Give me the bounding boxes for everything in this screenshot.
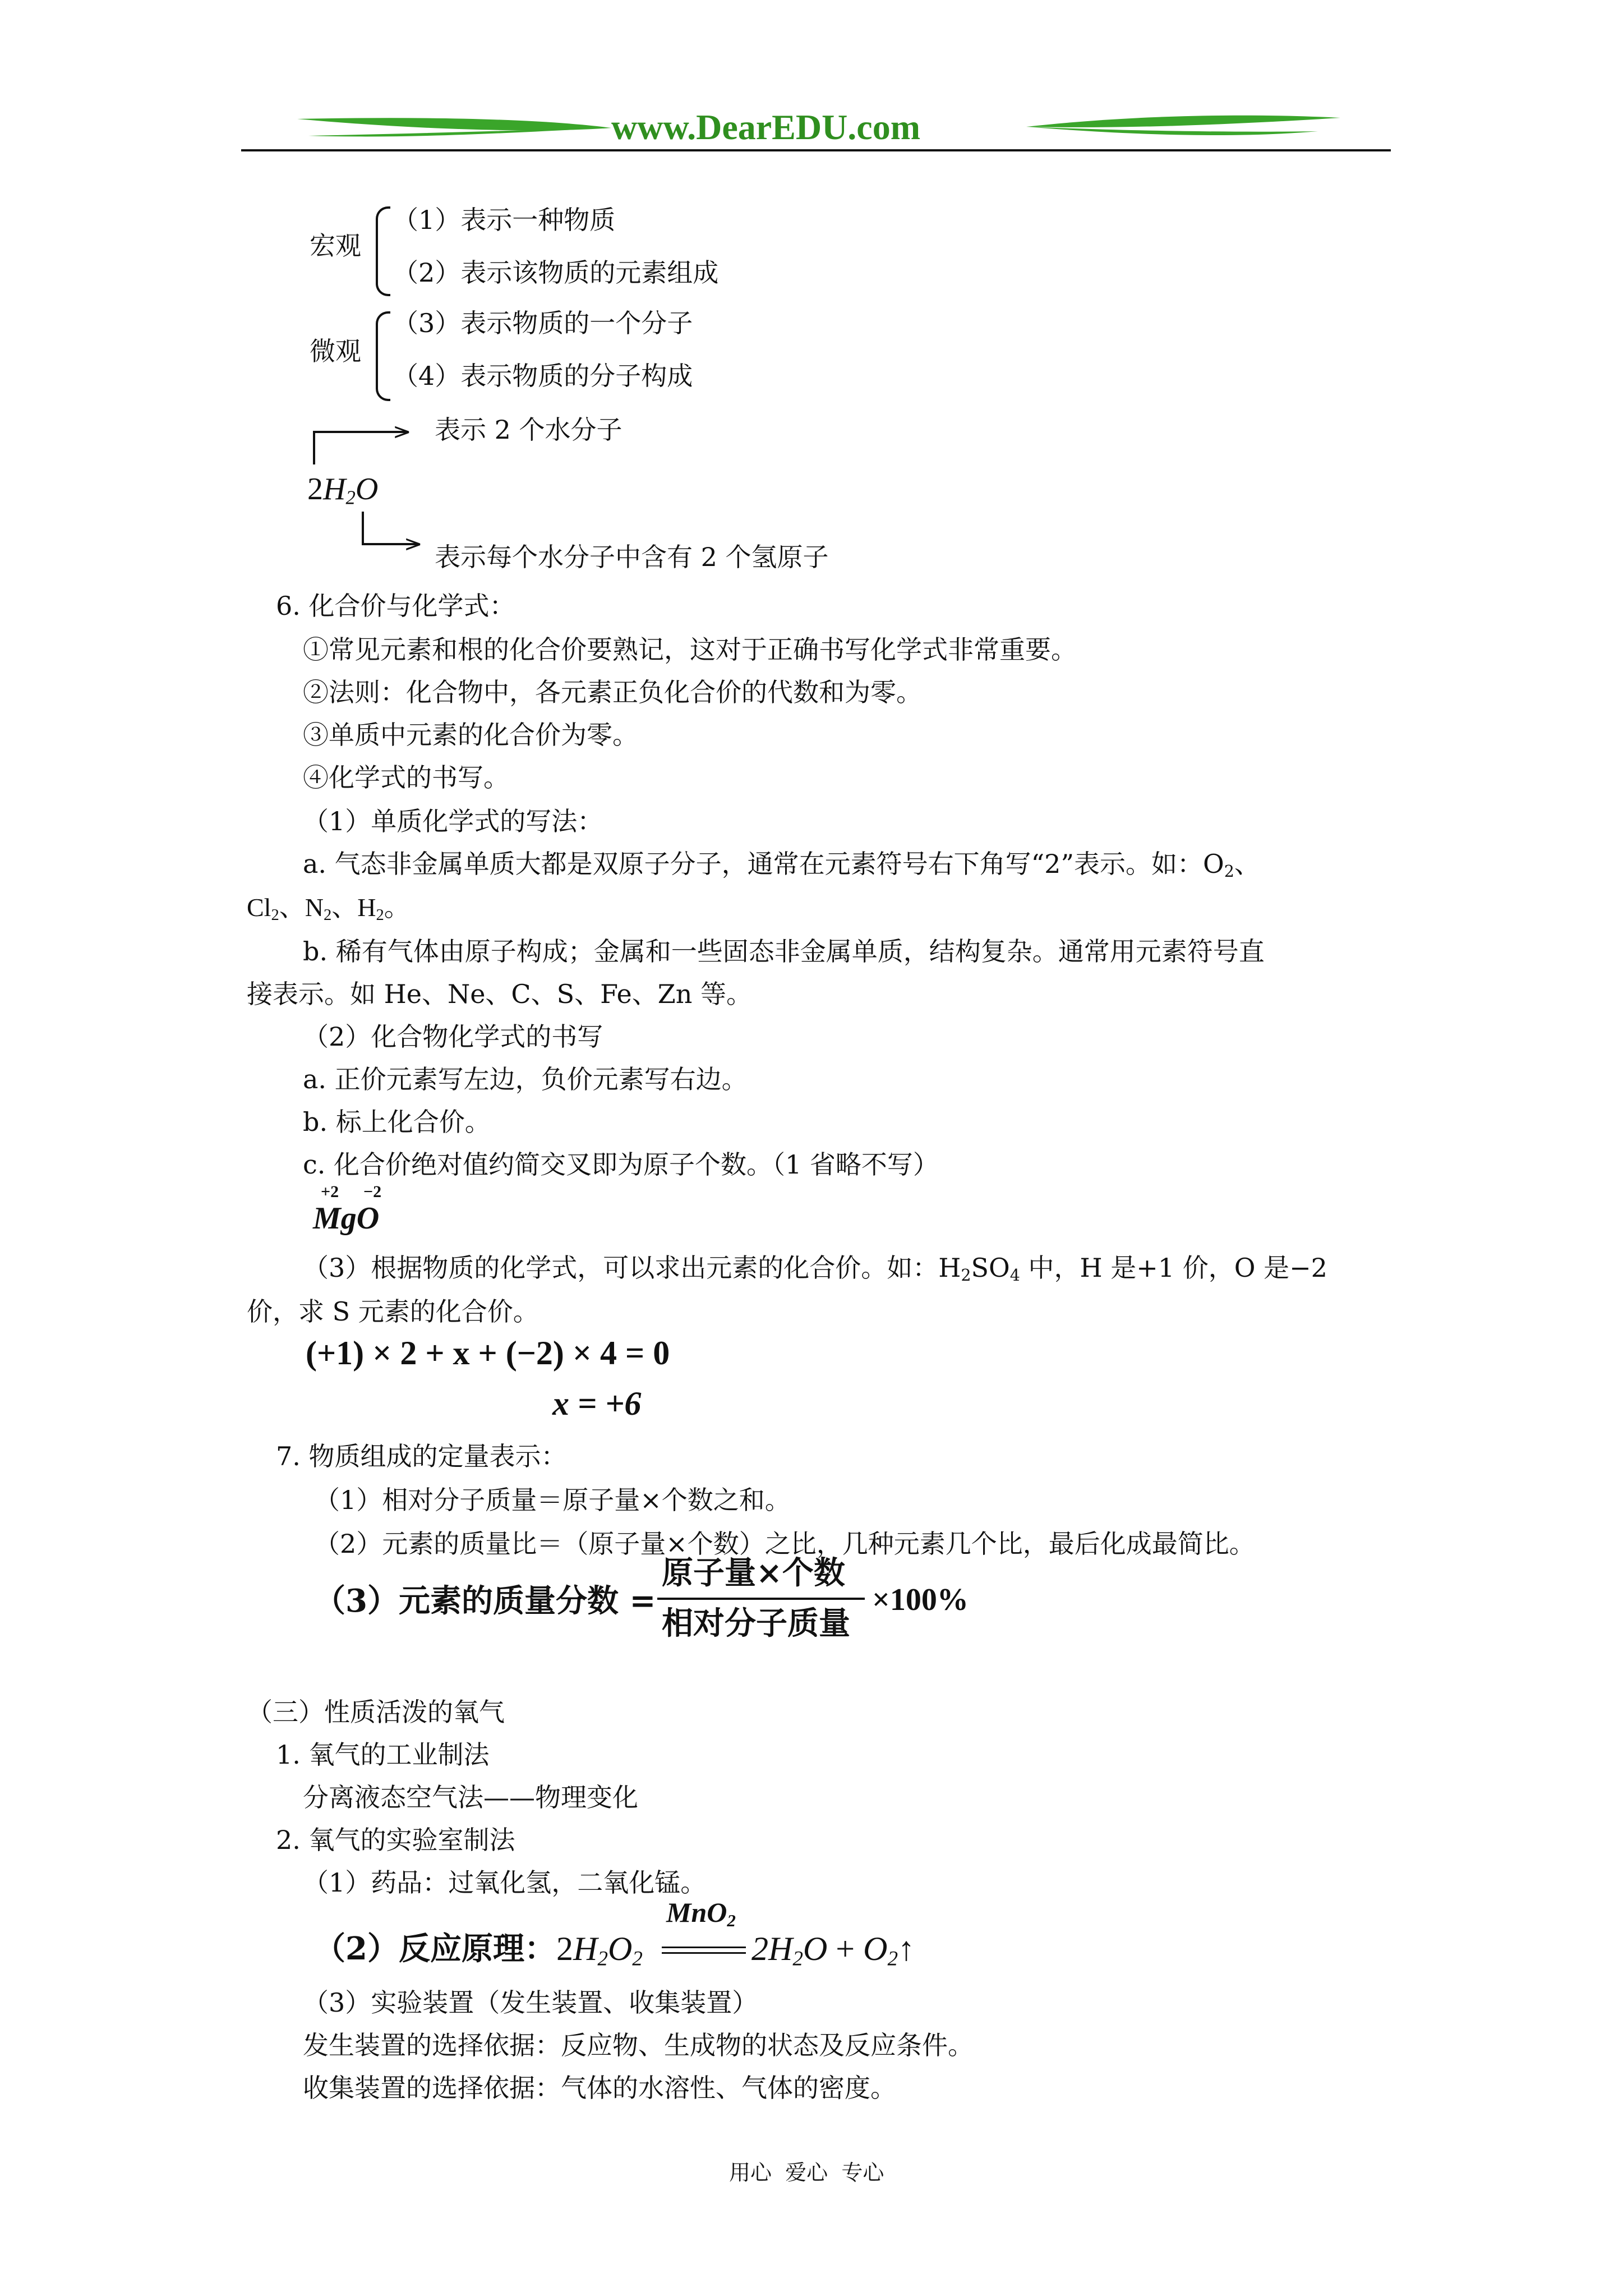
micro-brace: [376, 311, 390, 401]
arrow-bottom-stem: [362, 512, 364, 545]
mass-fraction-numerator: 原子量×个数: [662, 1554, 845, 1591]
section6-rule-4: ④化学式的书写。: [303, 762, 509, 793]
section6-a2: a. 正价元素写左边，负价元素写右边。: [303, 1064, 748, 1094]
water-h-sub: 2: [345, 486, 356, 509]
section3-para-5: 收集装置的选择依据：气体的水溶性、气体的密度。: [303, 2073, 896, 2103]
site-logo[interactable]: www.DearEDU.com: [611, 107, 920, 147]
reaction-equals-bar-2: [662, 1952, 746, 1954]
section6-sub2-title: （2）化合物化学式的书写: [303, 1022, 603, 1052]
valence-equation: (+1) × 2 + x + (−2) × 4 = 0: [306, 1335, 670, 1372]
water-bottom-note: 表示每个水分子中含有 2 个氢原子: [435, 542, 829, 572]
water-formula: [307, 471, 378, 516]
page-footer: 用心 爱心 专心: [729, 2160, 884, 2185]
macro-label: 宏观: [310, 231, 361, 261]
reaction-products: $2H_2O$ + $O_2↑$: [751, 1930, 915, 1971]
arrow-top-head-icon: >: [393, 419, 412, 445]
site-header: [241, 107, 1391, 157]
mgo-formula: MgO: [313, 1201, 380, 1236]
water-coef: 2: [307, 472, 323, 507]
section6-sub1-title: （1）单质化学式的写法：: [303, 806, 603, 836]
mass-fraction-bar: [657, 1598, 865, 1600]
section3-para-4: 发生装置的选择依据：反应物、生成物的状态及反应条件。: [303, 2030, 974, 2060]
section7-heading: 7. 物质组成的定量表示：: [276, 1441, 567, 1471]
section3-item-1-detail: 分离液态空气法——物理变化: [303, 1782, 638, 1812]
mass-fraction-denominator: 相对分子质量: [662, 1605, 850, 1642]
micro-item-4: （4）表示物质的分子构成: [393, 361, 693, 391]
gas-up-arrow-icon: ↑: [898, 1930, 915, 1967]
section7-line-2: （2）元素的质量比＝（原子量×个数）之比，几种元素几个比，最后化成最简比。: [314, 1529, 1255, 1559]
mass-fraction-label: （3）元素的质量分数 =: [314, 1582, 656, 1619]
micro-item-3: （3）表示物质的一个分子: [393, 308, 693, 338]
section6-b2: b. 标上化合价。: [303, 1107, 491, 1137]
section3-para-3: （3）实验装置（发生装置、收集装置）: [303, 1987, 758, 2018]
section3-item-2: 2. 氧气的实验室制法: [276, 1825, 515, 1855]
o-valence: −2: [363, 1182, 382, 1201]
water-o: O: [355, 472, 379, 507]
section6-sub3-line2: 价，求 S 元素的化合价。: [247, 1296, 539, 1327]
macro-brace: [376, 206, 390, 296]
section6-heading: 6. 化合价与化学式：: [276, 591, 515, 621]
section6-rule-3: ③单质中元素的化合价为零。: [303, 720, 638, 750]
section6-rule-2: ②法则：化合物中，各元素正负化合价的代数和为零。: [303, 677, 922, 707]
section7-line-1: （1）相对分子质量＝原子量×个数之和。: [314, 1485, 791, 1515]
mg-valence: +2: [321, 1182, 339, 1201]
section6-rule-1: ①常见元素和根的化合价要熟记，这对于正确书写化学式非常重要。: [303, 634, 1077, 665]
micro-label: 微观: [310, 336, 361, 366]
macro-item-2: （2）表示该物质的元素组成: [393, 257, 719, 288]
section6-a1-line1: a. 气态非金属单质大都是双原子分子，通常在元素符号右下角写“2”表示。如：$O_2$、: [303, 849, 1260, 881]
section3-heading: （三）性质活泼的氧气: [247, 1697, 505, 1727]
macro-item-1: （1）表示一种物质: [393, 205, 616, 235]
arrow-top-stem: [313, 431, 315, 464]
section6-sub3-line1: （3）根据物质的化学式，可以求出元素的化合价。如：$H_2SO_4$ 中，H 是+1 价，O 是−2: [303, 1253, 1327, 1285]
arrow-bottom-head-icon: >: [404, 531, 423, 557]
mass-fraction-tail: ×100%: [872, 1582, 969, 1617]
section6-b1-line1: b. 稀有气体由原子构成；金属和一些固态非金属单质，结构复杂。通常用元素符号直: [303, 936, 1265, 967]
section3-para-2-label: （2）反应原理：: [314, 1930, 556, 1967]
section6-c2: c. 化合价绝对值约简交叉即为原子个数。（1 省略不写）: [303, 1149, 939, 1180]
valence-result: x = +6: [552, 1385, 642, 1422]
reaction-equals-bar-1: [662, 1947, 746, 1948]
section6-a1-line2: $Cl_2$、$N_2$、$H_2$。: [247, 893, 410, 924]
water-top-note: 表示 2 个水分子: [435, 415, 623, 445]
reaction-catalyst: MnO$_2$: [666, 1897, 736, 1930]
water-h: H: [323, 472, 346, 507]
reaction-equation: $2H_2O_2$: [556, 1930, 643, 1971]
section6-b1-line2: 接表示。如 He、Ne、C、S、Fe、Zn 等。: [247, 979, 752, 1009]
section3-item-1: 1. 氧气的工业制法: [276, 1740, 490, 1770]
section3-para-1: （1）药品：过氧化氢，二氧化锰。: [303, 1867, 707, 1898]
